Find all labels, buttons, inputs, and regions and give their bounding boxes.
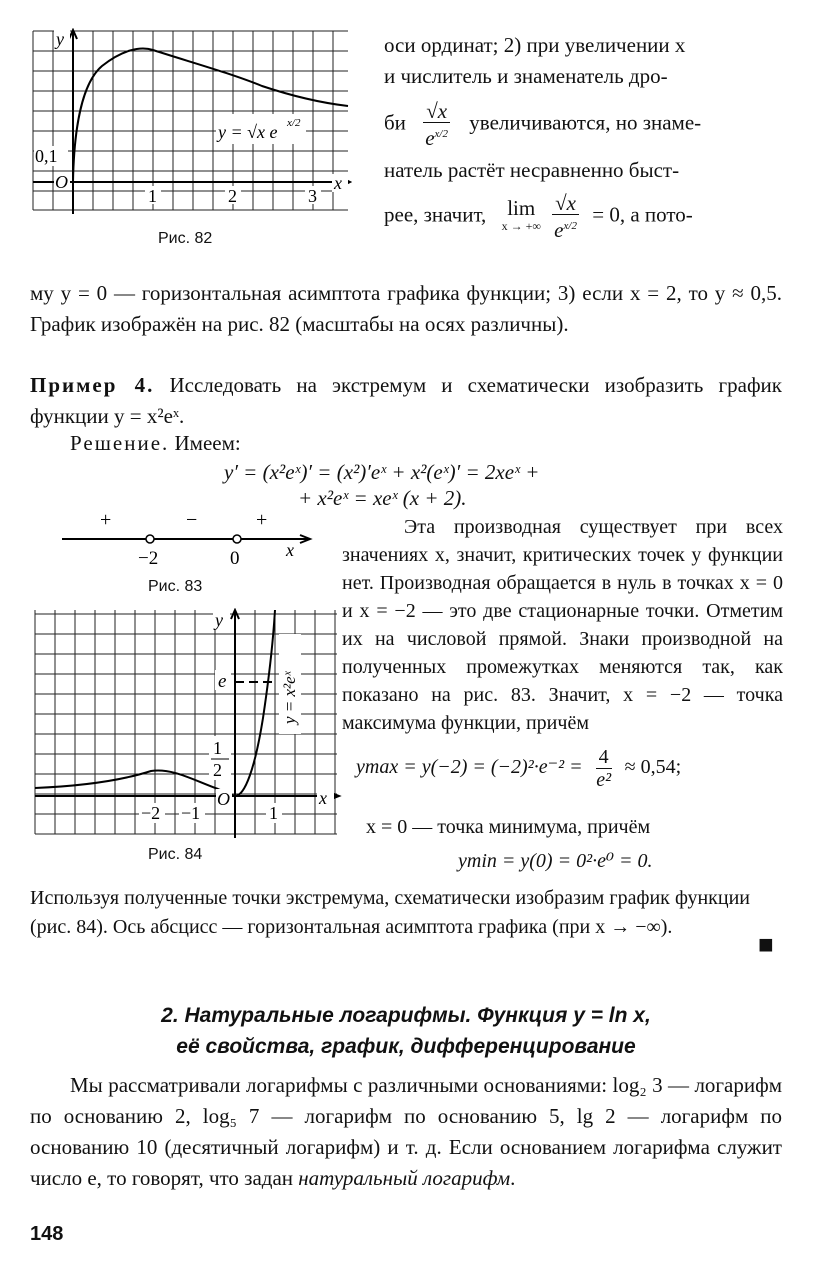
fig83-sign-2: − [186, 509, 198, 531]
limit-denominator: $e^{x/2}$ [554, 218, 577, 242]
fig83-label-0: 0 [230, 548, 240, 569]
limit-numerator: √x [552, 192, 579, 215]
top-right-line-3 [384, 100, 784, 149]
fig84-half-num: 1 [213, 738, 222, 758]
solution [70, 428, 241, 459]
fig84-x-tick-minus-1: −1 [181, 803, 201, 823]
fig82-x-tick-2: 2 [228, 186, 237, 206]
derivative-line-1: y′ = (x²eˣ)′ = (x²)′eˣ + x²(eˣ)′ = 2xeˣ + [224, 460, 540, 484]
top-right-line-1: оси ординат; 2) при увеличении x [384, 33, 686, 57]
example-text: Исследовать на экстремум и схематически изобразить график функции y = x²eˣ. [30, 373, 782, 428]
example-label: Пример 4. [30, 373, 155, 397]
example-4 [30, 370, 782, 432]
ymax-numerator: 4 [596, 746, 612, 769]
fig82-y-axis-label: y [56, 29, 64, 49]
min-text: x = 0 — точка минимума, причём [366, 816, 651, 838]
top-right-pre: рее, значит, [384, 202, 487, 227]
fig84-half-den: 2 [213, 760, 222, 780]
ymax-denominator: e² [596, 769, 612, 791]
fraction-numerator: √x [423, 100, 450, 123]
fraction-denominator: $e^{x/2}$ [425, 126, 448, 150]
last-paragraph-end: . [510, 1166, 516, 1190]
ymax-left: ymax = y(−2) = (−2)²·e⁻² = [356, 756, 583, 779]
top-right-grow: увеличиваются, но знаме- [469, 110, 702, 135]
derivative-line-2: + x²eˣ = xeˣ (x + 2). [298, 486, 467, 510]
fig82-x-tick-1: 1 [148, 186, 157, 206]
fig84-origin: O [217, 789, 230, 809]
ymax-formula [356, 746, 681, 791]
limit-fraction [552, 192, 579, 241]
section-title-line-2: её свойства, график, дифференцирование [176, 1035, 636, 1058]
fig82-origin: O [55, 172, 68, 192]
fig83-label-minus-2: −2 [138, 548, 159, 569]
fig84-func-label: y = x²eˣ [280, 671, 299, 724]
fig82-func-exp: x/2 [287, 117, 301, 129]
figure-82 [30, 28, 352, 218]
top-right-post: = 0, а пото- [592, 202, 693, 227]
fig82-x-tick-3: 3 [308, 186, 317, 206]
end-of-solution-mark: ■ [758, 930, 774, 959]
fig83-x-axis-label: x [286, 540, 294, 560]
ymin-formula: ymin = y(0) = 0²·e⁰ = 0. [458, 850, 653, 872]
fraction-sqrtx-over-exp [423, 100, 450, 149]
ymax-right: ≈ 0,54; [624, 756, 682, 779]
solution-text: Имеем: [174, 431, 241, 455]
fig84-e-label: e [218, 671, 227, 692]
fig83-point-minus-2 [146, 535, 154, 543]
fig83-sign-1: + [100, 509, 112, 531]
page-number: 148 [30, 1223, 64, 1245]
section-title [30, 1000, 782, 1062]
figure-84 [33, 608, 343, 840]
top-right-text [384, 30, 784, 241]
section-title-line-1: 2. Натуральные логарифмы. Функция y = ln x, [161, 1004, 651, 1027]
fig82-caption: Рис. 82 [158, 230, 213, 247]
right-paragraph: Эта производная существует при всех значениях x, значит, критических точек у функции нет. Производная обращается в нуль в точках x = 0 и x = −2 — это две стационарные точки. Отметим их на числовой прямой. Знаки производной на полученных промежутках меняются так, как показано на рис. 83. Значит, x = −2 — точка максимума функции, причём [342, 516, 783, 734]
last-paragraph-emphasis: натуральный логарифм [298, 1166, 511, 1190]
fig84-x-tick-minus-2: −2 [141, 803, 161, 823]
top-right-line-5 [384, 192, 784, 241]
top-right-bi: би [384, 110, 406, 135]
fig84-x-axis-label: x [319, 788, 327, 808]
top-right-line-4: натель растёт несравненно быст- [384, 158, 680, 182]
fig83-caption: Рис. 83 [148, 578, 203, 595]
fig84-y-axis-label: y [215, 610, 223, 630]
last-paragraph [30, 1070, 782, 1194]
ymax-fraction [596, 746, 612, 791]
fig83-sign-3: + [256, 509, 268, 531]
last-paragraph-text: Мы рассматривали логарифмы с различными основаниями: log₂ 3 — логарифм по основанию 2, log₅ 7 — логарифм по основанию 5, lg 2 — логарифм по основанию 10 (десятичный логарифм) и т. д. Если основанием логарифма служит число e, то говорят, что задан [30, 1073, 782, 1190]
fig84-x-tick-1: 1 [269, 803, 278, 823]
top-right-line-2: и числитель и знаменатель дро- [384, 64, 668, 88]
fig82-x-axis-label: x [334, 173, 342, 193]
solution-label: Решение. [70, 431, 170, 455]
paragraph-1: му y = 0 — горизонтальная асимптота графика функции; 3) если x = 2, то y ≈ 0,5. График изображён на рис. 82 (масштабы на осях различны). [30, 281, 782, 336]
limit-expression: lim x → +∞ [501, 195, 541, 233]
fig83-point-0 [233, 535, 241, 543]
fig82-func-label: y = √x e [218, 122, 278, 142]
fig84-caption: Рис. 84 [148, 846, 203, 863]
fig82-y-tick: 0,1 [35, 146, 58, 166]
figure-83 [60, 508, 320, 576]
paragraph-bottom: Используя полученные точки экстремума, схематически изобразим график функции (рис. 84). Ось абсцисс — горизонтальная асимптота графика (при x → −∞). [30, 887, 750, 938]
